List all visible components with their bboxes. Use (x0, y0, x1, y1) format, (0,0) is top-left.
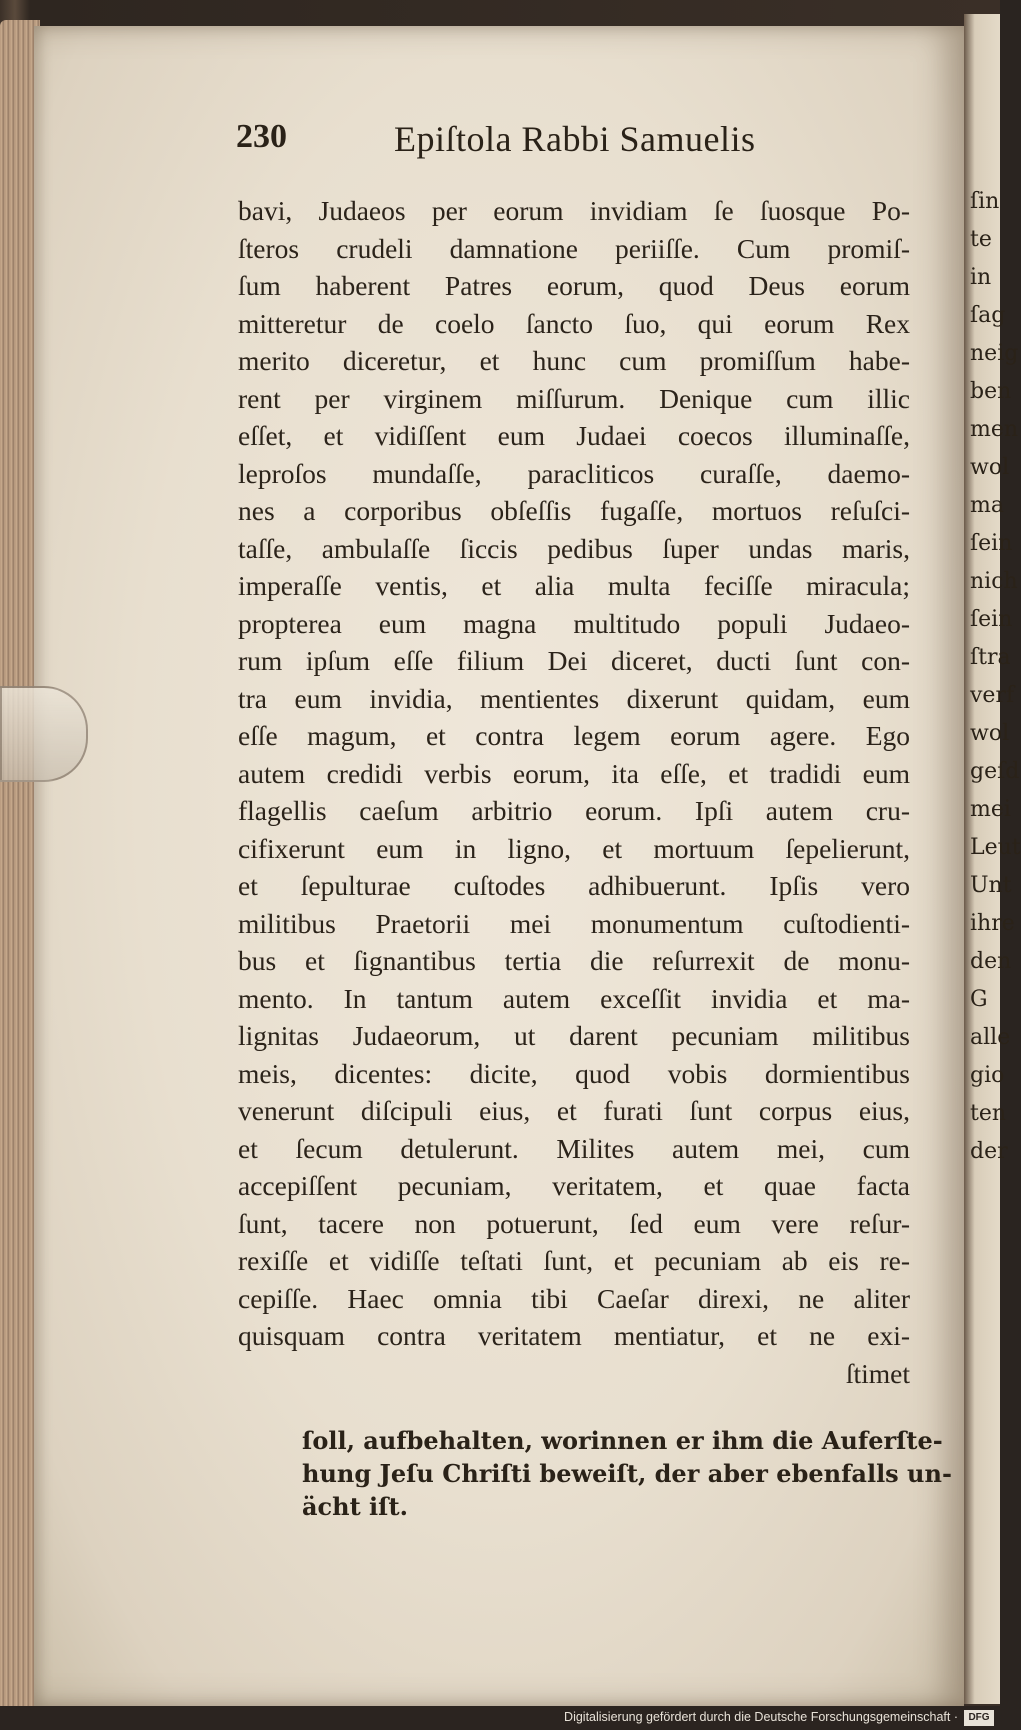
footnote-line: hung Jeſu Chriſti beweiſt, der aber ebenfalls un- (302, 1459, 952, 1488)
text-line: et ſecum detulerunt. Milites autem mei, cum (238, 1132, 910, 1164)
text-line: rexiſſe et vidiſſe teſtati ſunt, et pecuniam ab eis re- (238, 1245, 910, 1276)
text-line: eſſet, et vidiſſent eum Judaei coecos illuminaſſe, (238, 420, 910, 451)
facing-page-fragment: der (970, 1139, 1008, 1164)
book-clip (0, 686, 88, 782)
running-head: Epiſtola Rabbi Samuelis (394, 119, 756, 159)
text-line: rent per virginem miſſurum. Denique cum illic (238, 382, 910, 414)
facing-page-fragment: mei (970, 797, 1011, 822)
facing-page-fragment: geſd (970, 759, 1020, 784)
page-number: 230 (236, 118, 287, 155)
facing-page-fragment: ſein (970, 607, 1013, 632)
facing-page-fragment: gio (970, 1063, 1005, 1088)
text-line: et ſepulturae cuſtodes adhibuerunt. Ipſis vero (238, 870, 910, 901)
catchword: ſtimet (845, 1357, 910, 1389)
text-line: cifixerunt eum in ligno, et mortuum ſepelierunt, (238, 832, 910, 864)
facing-page-edge (964, 14, 1021, 1704)
facing-page-fragment: ben (970, 379, 1012, 404)
facing-page-fragment: Unt (970, 873, 1012, 898)
facing-page-fragment: G (970, 987, 988, 1012)
facing-page-fragment: ſtra (970, 645, 1011, 670)
facing-page-fragment: ten (970, 1101, 1007, 1126)
facing-page-fragment: ſein (970, 531, 1013, 556)
facing-page-fragment: in (970, 265, 992, 290)
main-text (238, 192, 910, 1392)
text-line: quisquam contra veritatem mentiatur, et ne exi- (238, 1320, 910, 1351)
footnote (302, 1424, 952, 1523)
facing-page-fragment: te (970, 227, 992, 252)
text-line: leproſos mundaſſe, paracliticos curaſſe, daemo- (238, 457, 910, 489)
facing-page-fragment: ſag (970, 303, 1006, 328)
text-line: eſſe magum, et contra legem eorum agere. Ego (238, 720, 910, 751)
text-line: bavi, Judaeos per eorum invidiam ſe ſuosque Po- (238, 195, 910, 226)
text-line: accepiſſent pecuniam, veritatem, et quae facta (238, 1170, 910, 1201)
text-line: nes a corporibus obſeſſis fugaſſe, mortuos reſuſci- (238, 495, 910, 526)
facing-page-fragment: ihre (970, 911, 1015, 936)
facing-page-fragment: verf (970, 683, 1015, 708)
facing-page-fragment: ſin (970, 189, 1000, 214)
facing-page-fragment: neig (970, 341, 1019, 366)
text-line: meis, dicentes: dicite, quod vobis dormientibus (238, 1057, 910, 1089)
text-line: mitteretur de coelo ſancto ſuo, qui eorum Rex (238, 307, 910, 339)
text-line: lignitas Judaeorum, ut darent pecuniam militibus (238, 1020, 910, 1051)
text-line: venerunt diſcipuli eius, et furati ſunt corpus eius, (238, 1095, 910, 1126)
footnote-line: ächt iſt. (302, 1492, 408, 1521)
text-line: cepiſſe. Haec omnia tibi Caeſar direxi, ne aliter (238, 1282, 910, 1314)
text-line: merito diceretur, et hunc cum promiſſum habe- (238, 345, 910, 376)
dfg-logo: DFG (964, 1710, 994, 1726)
text-line: imperaſſe ventis, et alia multa feciſſe miracula; (238, 570, 910, 601)
text-line: rum ipſum eſſe filium Dei diceret, ducti ſunt con- (238, 645, 910, 676)
footnote-line: ſoll, aufbehalten, worinnen er ihm die Auferſte- (302, 1426, 943, 1455)
text-line: ſum haberent Patres eorum, quod Deus eorum (238, 270, 910, 301)
facing-page-fragment: nich (970, 569, 1018, 594)
text-line: mento. In tantum autem exceſſit invidia et ma- (238, 982, 910, 1014)
text-line: ſunt, tacere non potuerunt, ſed eum vere reſur- (238, 1207, 910, 1239)
text-line: autem credidi verbis eorum, ita eſſe, et tradidi eum (238, 757, 910, 789)
facing-page-fragment: ma (970, 493, 1004, 518)
facing-page-fragment: Leut (970, 835, 1021, 860)
text-line: flagellis caeſum arbitrio eorum. Ipſi autem cru- (238, 795, 910, 826)
facing-page-fragment: alle (970, 1025, 1011, 1050)
text-line: militibus Praetorii mei monumentum cuſtodienti- (238, 907, 910, 939)
facing-page-fragment: men (970, 417, 1019, 442)
digitization-credit: Digitalisierung gefördert durch die Deutsche Forschungsgemeinschaft · (564, 1710, 958, 1724)
text-line: propterea eum magna multitudo populi Judaeo- (238, 607, 910, 639)
text-line: bus et ſignantibus tertia die reſurrexit de monu- (238, 945, 910, 976)
facing-page-fragment: den (970, 949, 1012, 974)
text-line: taſſe, ambulaſſe ſiccis pedibus ſuper undas maris, (238, 532, 910, 564)
text-line: tra eum invidia, mentientes dixerunt quidam, eum (238, 682, 910, 714)
facing-page-fragment: wol (970, 455, 1010, 480)
text-line: ſteros crudeli damnatione periiſſe. Cum promiſ- (238, 232, 910, 264)
facing-page-fragment: wol (970, 721, 1010, 746)
